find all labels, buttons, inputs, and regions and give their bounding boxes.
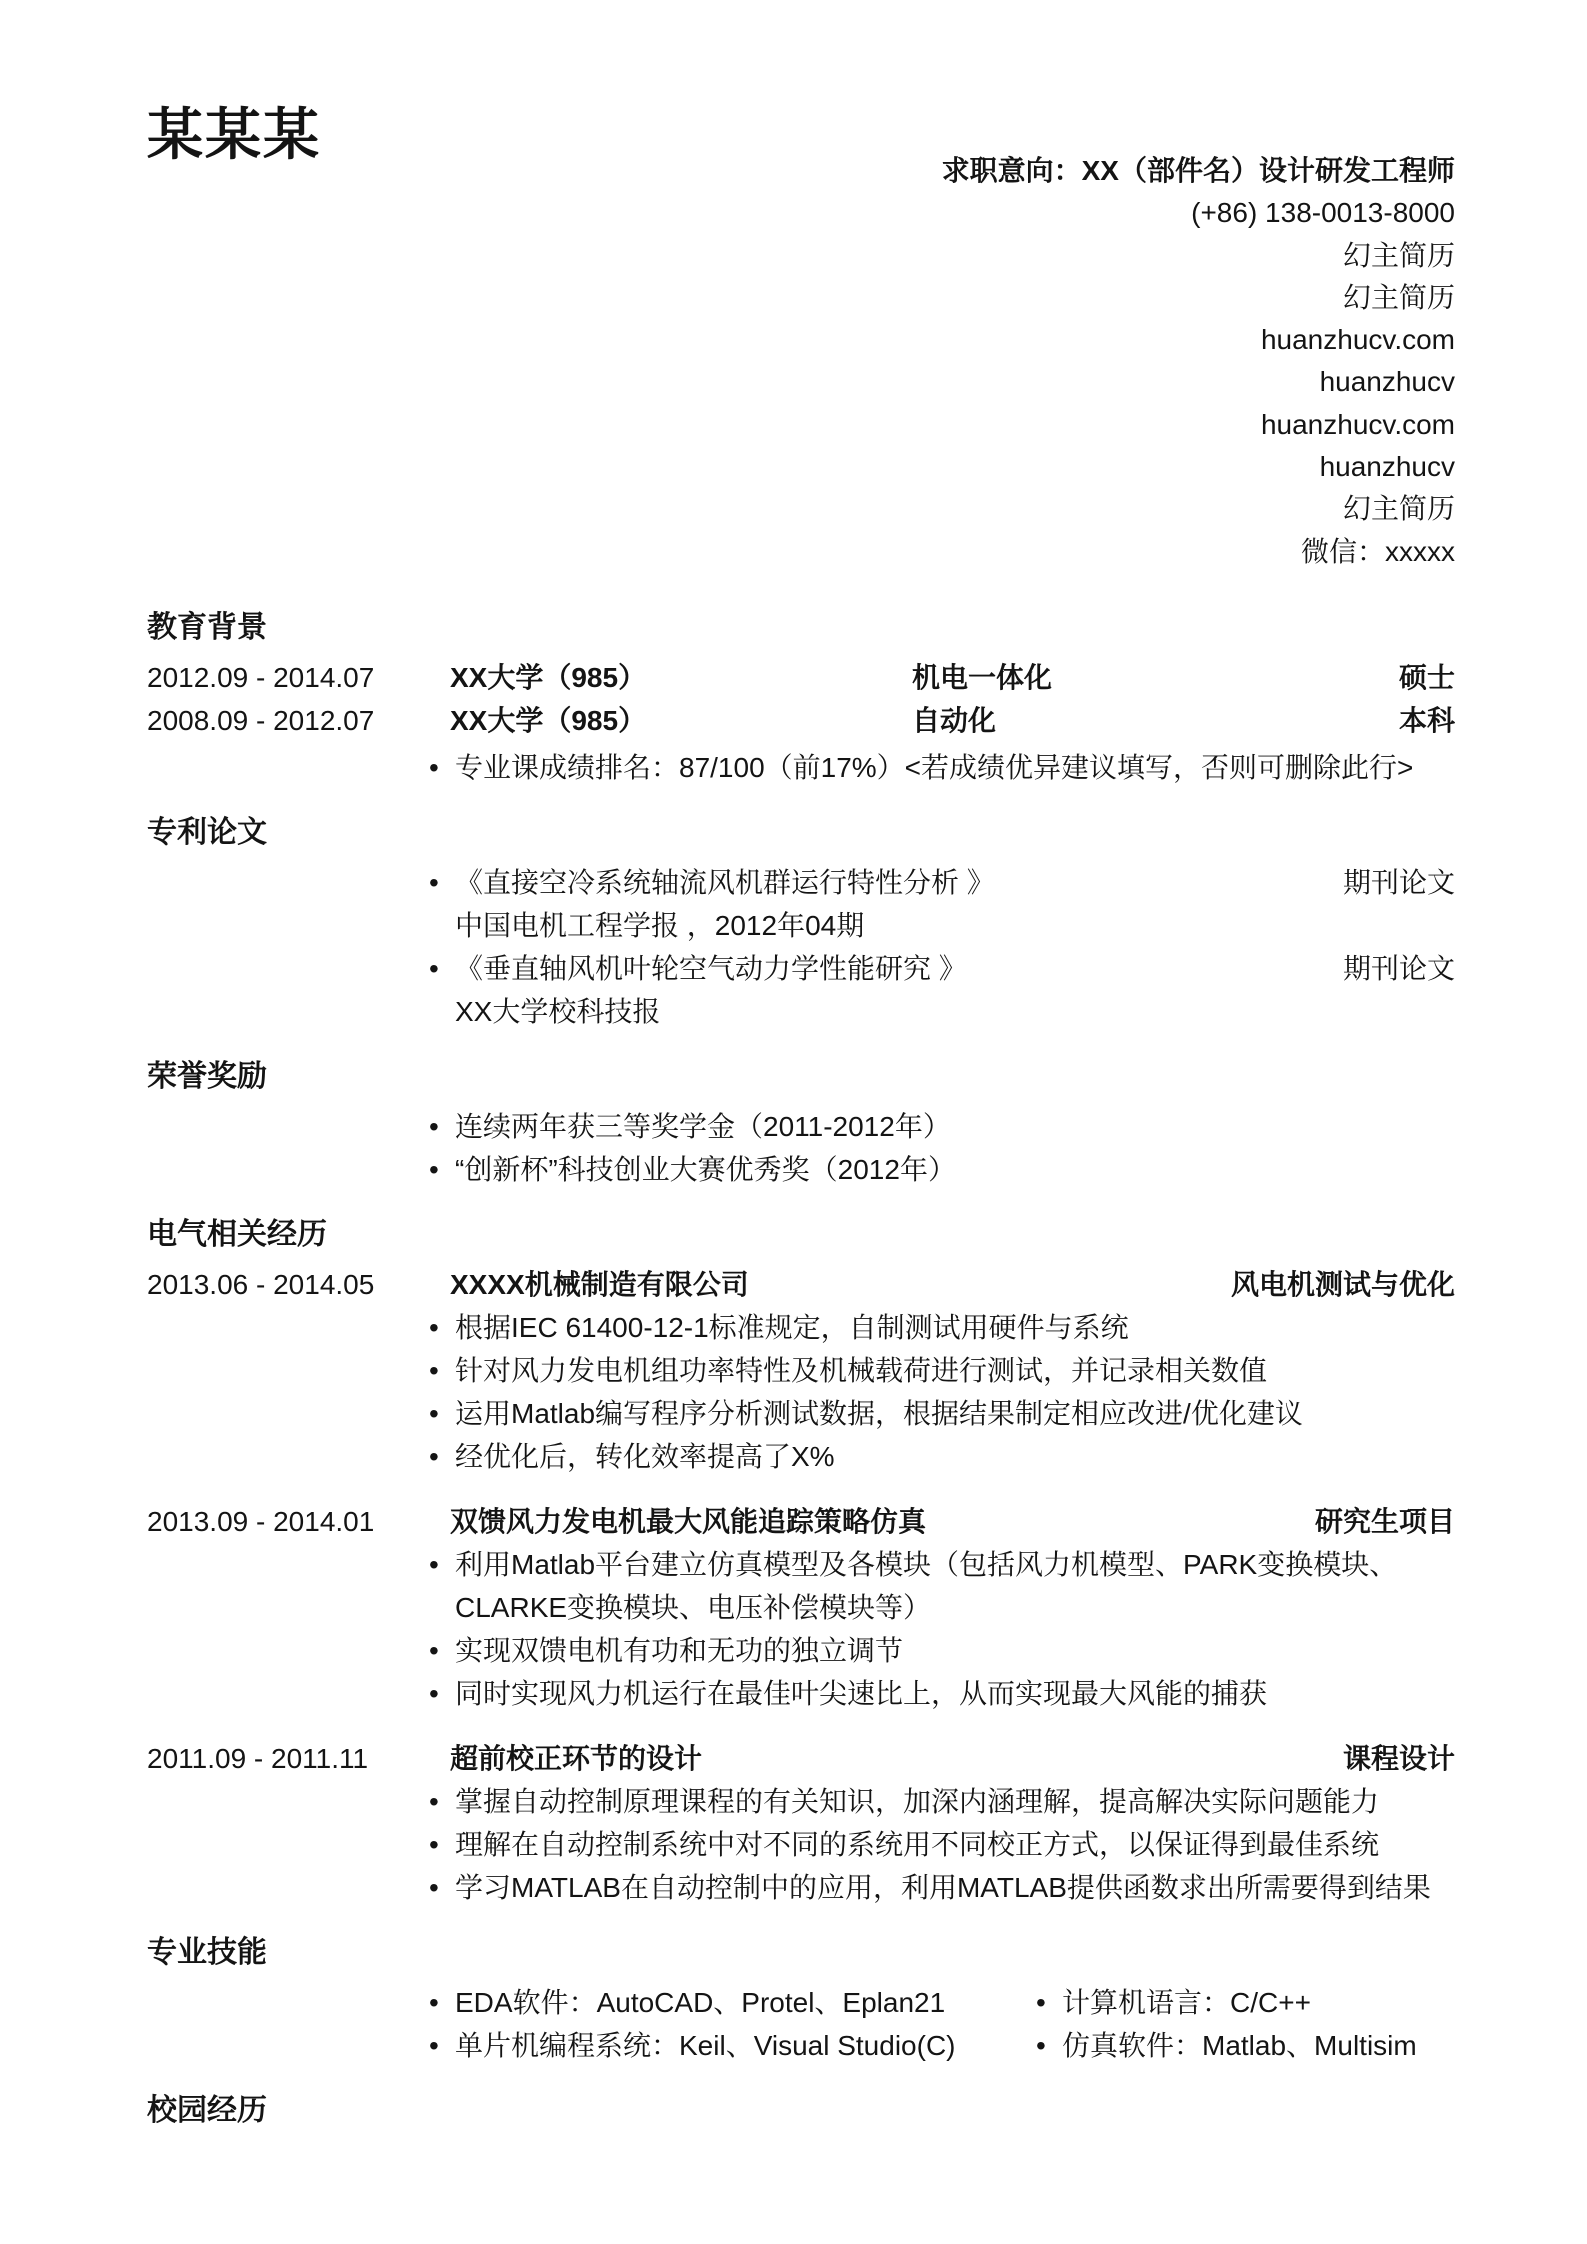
experience-header-row	[147, 1500, 1455, 1543]
education-row	[147, 699, 1455, 742]
education-school: XX大学（985）	[450, 662, 647, 693]
skill-grid	[425, 1981, 1455, 2067]
bullet-item: • 利用Matlab平台建立仿真模型及各模块（包括风力机模型、PARK变换模块、CLARKE变换模块、电压补偿模块等）	[425, 1543, 1455, 1629]
job-intent-position: XX	[1081, 155, 1119, 186]
experience-entry	[147, 1500, 1455, 1715]
resume-header	[147, 0, 1455, 606]
skill-item: • EDA软件：AutoCAD、Protel、Eplan21	[425, 1981, 1032, 2024]
paper-title-line	[455, 861, 1455, 904]
experience-header-row	[147, 1737, 1455, 1780]
experience-bullets	[425, 1543, 1455, 1715]
section-campus	[147, 2089, 1455, 2132]
bullet-item: • 实现双馈电机有功和无功的独立调节	[425, 1629, 1455, 1672]
job-intent-line	[942, 150, 1455, 192]
bullet-item: • 经优化后，转化效率提高了X%	[425, 1435, 1455, 1478]
bullet-item: • 根据IEC 61400-12-1标准规定，自制测试用硬件与系统	[425, 1306, 1455, 1349]
bullet-item: • 学习MATLAB在自动控制中的应用，利用MATLAB提供函数求出所需要得到结果	[425, 1866, 1455, 1909]
bullet-item: • 连续两年获三等奖学金（2011-2012年）	[425, 1105, 1455, 1148]
job-intent-label: 求职意向：	[941, 155, 1082, 186]
paper-item	[425, 947, 1455, 1033]
experience-title: XXXX机械制造有限公司	[450, 1269, 749, 1300]
experience-entry	[147, 1263, 1455, 1478]
section-heading: 专业技能	[147, 1936, 267, 1969]
bullet-item: • 针对风力发电机组功率特性及机械载荷进行测试，并记录相关数值	[425, 1349, 1455, 1392]
bullet-item: • “创新杯”科技创业大赛优秀奖（2012年）	[425, 1148, 1455, 1191]
experience-title: 双馈风力发电机最大风能追踪策略仿真	[450, 1506, 927, 1537]
paper-title-line	[455, 947, 1455, 990]
experience-tag: 课程设计	[1342, 1743, 1455, 1774]
experience-title: 超前校正环节的设计	[450, 1743, 703, 1774]
experience-date: 2013.09 - 2014.01	[147, 1506, 375, 1537]
paper-title: • 《垂直轴风机叶轮空气动力学性能研究 》	[455, 953, 967, 984]
section-education	[147, 606, 1455, 789]
candidate-name: 某某某	[147, 105, 321, 167]
paper-title: • 《直接空冷系统轴流风机群运行特性分析 》	[455, 867, 995, 898]
bullet-item: • 专业课成绩排名：87/100（前17%）<若成绩优异建议填写，否则可删除此行>	[425, 746, 1455, 789]
section-heading: 荣誉奖励	[147, 1060, 267, 1093]
bullet-item: • 掌握自动控制原理课程的有关知识，加深内涵理解，提高解决实际问题能力	[425, 1780, 1455, 1823]
section-heading: 电气相关经历	[147, 1218, 327, 1251]
phone-number: (+86) 138-0013-8000	[1191, 197, 1455, 229]
paper-source: 中国电机工程学报 ，2012年04期	[455, 910, 865, 941]
paper-source: XX大学校科技报	[455, 996, 661, 1027]
experience-tag: 研究生项目	[1314, 1506, 1455, 1537]
contact-line: huanzhucv	[1319, 366, 1455, 398]
section-heading: 教育背景	[147, 611, 267, 644]
contact-line: 幻主简历	[1342, 493, 1455, 525]
paper-list	[425, 861, 1455, 1033]
experience-date: 2011.09 - 2011.11	[147, 1743, 369, 1774]
section-experience	[147, 1213, 1455, 1909]
experience-date: 2013.06 - 2014.05	[147, 1269, 375, 1300]
experience-bullets	[425, 1306, 1455, 1478]
education-date: 2008.09 - 2012.07	[147, 705, 375, 736]
section-heading: 专利论文	[147, 816, 267, 849]
experience-entry	[147, 1737, 1455, 1909]
bullet-item: • 理解在自动控制系统中对不同的系统用不同校正方式，以保证得到最佳系统	[425, 1823, 1455, 1866]
bullet-item: • 运用Matlab编写程序分析测试数据，根据结果制定相应改进/优化建议	[425, 1392, 1455, 1435]
contact-line: 幻主简历	[1342, 239, 1455, 271]
education-school: XX大学（985）	[450, 705, 647, 736]
contact-block	[942, 150, 1455, 573]
contact-line: huanzhucv.com	[1260, 408, 1455, 440]
skill-item: • 单片机编程系统：Keil、Visual Studio(C)	[425, 2024, 1032, 2067]
wechat-line: 微信：xxxxx	[1300, 535, 1455, 567]
section-skills	[147, 1931, 1455, 2067]
skill-item: • 计算机语言：C/C++	[1032, 1981, 1455, 2024]
honor-list	[425, 1105, 1455, 1191]
paper-tag: 期刊论文	[1342, 953, 1455, 984]
contact-line: 幻主简历	[1342, 281, 1455, 313]
education-bullets	[425, 746, 1455, 789]
experience-bullets	[425, 1780, 1455, 1909]
education-row	[147, 656, 1455, 699]
contact-line: huanzhucv	[1319, 451, 1455, 483]
education-major: 机电一体化	[912, 662, 1053, 693]
bullet-item: • 同时实现风力机运行在最佳叶尖速比上，从而实现最大风能的捕获	[425, 1672, 1455, 1715]
education-degree: 硕士	[1398, 662, 1455, 693]
experience-header-row	[147, 1263, 1455, 1306]
contact-line: huanzhucv.com	[1260, 324, 1455, 356]
paper-tag: 期刊论文	[1342, 867, 1455, 898]
education-major: 自动化	[912, 705, 997, 736]
job-intent-rest: （部件名）设计研发工程师	[1118, 155, 1455, 186]
skill-item: • 仿真软件：Matlab、Multisim	[1032, 2024, 1455, 2067]
section-papers	[147, 811, 1455, 1033]
section-honors	[147, 1055, 1455, 1191]
education-date: 2012.09 - 2014.07	[147, 662, 375, 693]
section-heading: 校园经历	[147, 2094, 267, 2127]
experience-tag: 风电机测试与优化	[1230, 1269, 1455, 1300]
education-degree: 本科	[1398, 705, 1455, 736]
paper-item	[425, 861, 1455, 947]
